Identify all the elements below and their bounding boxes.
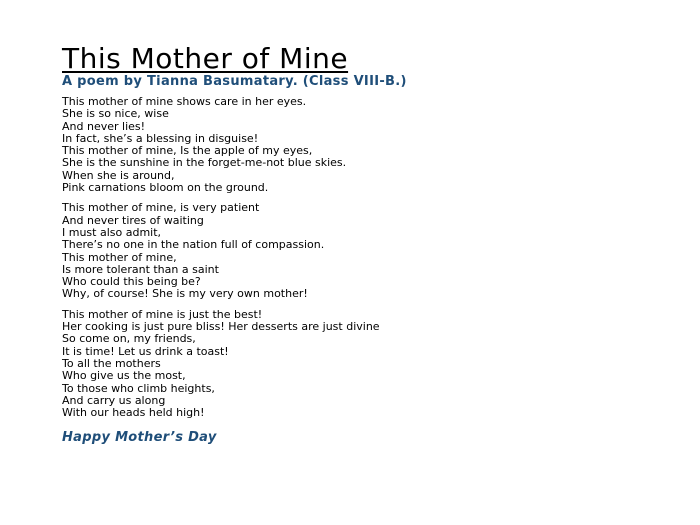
poem-line: And never lies! — [62, 119, 146, 133]
closing-line: Happy Mother’s Day — [62, 430, 217, 446]
poem-line: This mother of mine, — [62, 250, 177, 264]
poem-line: She is so nice, wise — [62, 107, 169, 121]
poem-line: This mother of mine is just the best! — [62, 307, 263, 321]
poem-line: To all the mothers — [62, 356, 161, 370]
poem-byline: A poem by Tianna Basumatary. (Class VIII-B.) — [62, 74, 407, 89]
poem-line: This mother of mine shows care in her eyes. — [62, 95, 307, 108]
poem-line: Why, of course! She is my very own mother! — [62, 287, 308, 301]
poem-line: It is time! Let us drink a toast! — [62, 344, 229, 358]
poem-line: There’s no one in the nation full of compassion. — [62, 238, 325, 252]
poem-line: So come on, my friends, — [62, 332, 196, 346]
poem-line: Is more tolerant than a saint — [62, 262, 219, 276]
stanza-3 — [62, 309, 682, 420]
poem-line: To those who climb heights, — [62, 381, 215, 395]
poem-line: Pink carnations bloom on the ground. — [62, 181, 269, 195]
poem-title: This Mother of Mine — [62, 42, 349, 75]
stanza-2 — [62, 202, 682, 300]
poem-line: I must also admit, — [62, 225, 162, 239]
poem-line: In fact, she’s a blessing in disguise! — [62, 131, 259, 145]
poem-line: Her cooking is just pure bliss! Her desserts are just divine — [62, 320, 380, 334]
poem-line: She is the sunshine in the forget-me-not blue skies. — [62, 156, 347, 170]
poem-line: This mother of mine, Is the apple of my eyes, — [62, 144, 313, 158]
poem-line: This mother of mine, is very patient — [62, 201, 260, 215]
poem-line: With our heads held high! — [62, 406, 205, 420]
poem-line: When she is around, — [62, 168, 175, 182]
poem-document — [62, 44, 682, 446]
poem-line: Who give us the most, — [62, 369, 186, 383]
poem-line: And carry us along — [62, 393, 166, 407]
poem-line: And never tires of waiting — [62, 213, 204, 227]
poem-line: Who could this being be? — [62, 275, 201, 289]
stanza-1 — [62, 96, 682, 194]
